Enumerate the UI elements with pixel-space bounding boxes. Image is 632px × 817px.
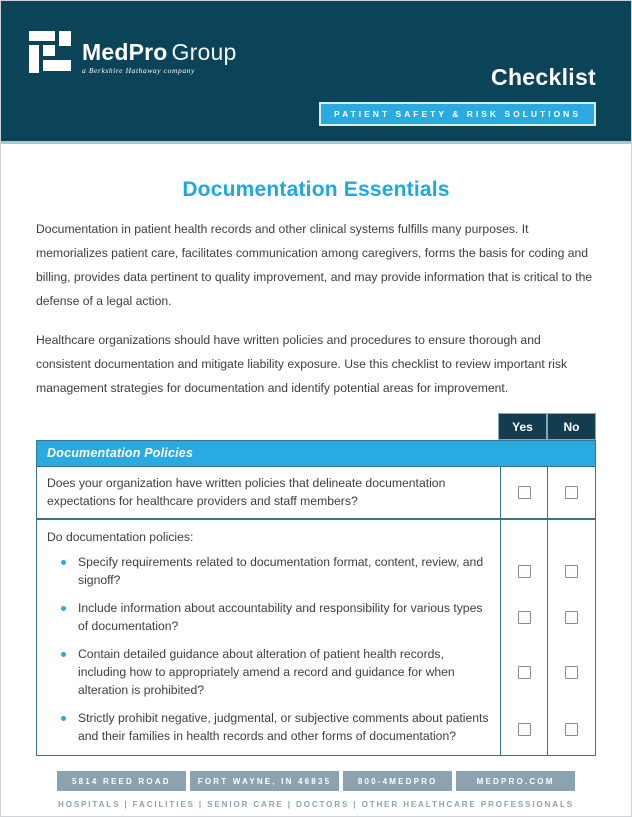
group-lead-text: Do documentation policies:	[47, 530, 194, 544]
medpro-logo-icon	[29, 28, 71, 76]
brand-tagline: a Berkshire Hathaway company	[82, 66, 195, 75]
yes-column-header: Yes	[498, 413, 547, 440]
brand-name-light: Group	[171, 39, 237, 65]
brand-block	[82, 28, 236, 75]
no-checkbox[interactable]	[565, 611, 578, 624]
main-content	[1, 178, 631, 809]
no-cell	[547, 520, 595, 548]
bullet-icon	[61, 652, 66, 657]
yes-checkbox[interactable]	[518, 486, 531, 499]
intro-paragraph-2: Healthcare organizations should have written policies and procedures to ensure thorough and consistent documentation and mitigate liability exposure. Use this checklist to review important risk management strategies for documentation and identify potential areas for improvement.	[36, 333, 568, 395]
footer-segment-city: FORT WAYNE, IN 46835	[190, 771, 340, 791]
bullet-item	[37, 548, 595, 594]
yes-cell	[500, 467, 547, 518]
no-cell	[547, 548, 595, 594]
footer-segment-address: 5814 REED ROAD	[57, 771, 186, 791]
no-cell	[547, 640, 595, 704]
bullet-text: Contain detailed guidance about alteration of patient health records, including how to appropriately amend a record and guidance for when alteration is prohibited?	[78, 647, 455, 697]
patient-safety-banner: PATIENT SAFETY & RISK SOLUTIONS	[319, 102, 596, 126]
no-checkbox[interactable]	[565, 486, 578, 499]
yes-checkbox[interactable]	[518, 611, 531, 624]
table-body	[36, 440, 596, 756]
bullet-icon	[61, 606, 66, 611]
no-column-header: No	[547, 413, 596, 440]
yes-cell	[500, 520, 547, 548]
footer-segment-phone: 800-4MEDPRO	[343, 771, 452, 791]
yes-cell	[500, 594, 547, 640]
intro-paragraph-1: Documentation in patient health records and other clinical systems fulfills many purposes. It memorializes patient care, facilitates communication among caregivers, forms the basis for coding and billing, provides data pertinent to quality improvement, and may provide information that is critical to the defense of a legal action.	[36, 222, 593, 308]
footer	[36, 771, 596, 809]
footer-segment-website: MEDPRO.COM	[456, 771, 575, 791]
yes-cell	[500, 640, 547, 704]
section-header: Documentation Policies	[37, 441, 595, 466]
no-checkbox[interactable]	[565, 723, 578, 736]
no-cell	[547, 594, 595, 640]
footer-tagline: HOSPITALS | FACILITIES | SENIOR CARE | DOCTORS | OTHER HEALTHCARE PROFESSIONALS	[58, 800, 574, 809]
bullet-icon	[61, 716, 66, 721]
table-row	[37, 518, 595, 755]
bullet-item	[37, 640, 595, 704]
bullet-text: Include information about accountability and responsibility for various types of documentation?	[78, 601, 483, 633]
brand-name	[82, 40, 236, 64]
bullet-item	[37, 594, 595, 640]
no-cell	[547, 704, 595, 755]
bullet-text: Strictly prohibit negative, judgmental, or subjective comments about patients and their families in health records and other forms of documentation?	[78, 711, 489, 743]
header-band	[1, 1, 631, 144]
question-text: Does your organization have written policies that delineate documentation expectations for healthcare providers and staff members?	[47, 476, 446, 508]
yes-cell	[500, 704, 547, 755]
page-title: Documentation Essentials	[182, 178, 450, 201]
doc-type-heading: Checklist	[491, 64, 596, 90]
yes-checkbox[interactable]	[518, 666, 531, 679]
group-lead-row	[37, 520, 595, 548]
footer-bar	[36, 771, 596, 791]
brand-name-bold: MedPro	[82, 39, 168, 65]
no-checkbox[interactable]	[565, 565, 578, 578]
yes-checkbox[interactable]	[518, 565, 531, 578]
checklist-table	[36, 413, 596, 756]
bullet-text: Specify requirements related to documentation format, content, review, and signoff?	[78, 555, 484, 587]
bullet-item	[37, 704, 595, 755]
yes-checkbox[interactable]	[518, 723, 531, 736]
medpro-logo	[29, 28, 236, 76]
no-checkbox[interactable]	[565, 666, 578, 679]
yes-cell	[500, 548, 547, 594]
bullet-icon	[61, 560, 66, 565]
no-cell	[547, 467, 595, 518]
table-row	[37, 466, 595, 518]
table-header-row	[36, 413, 596, 440]
